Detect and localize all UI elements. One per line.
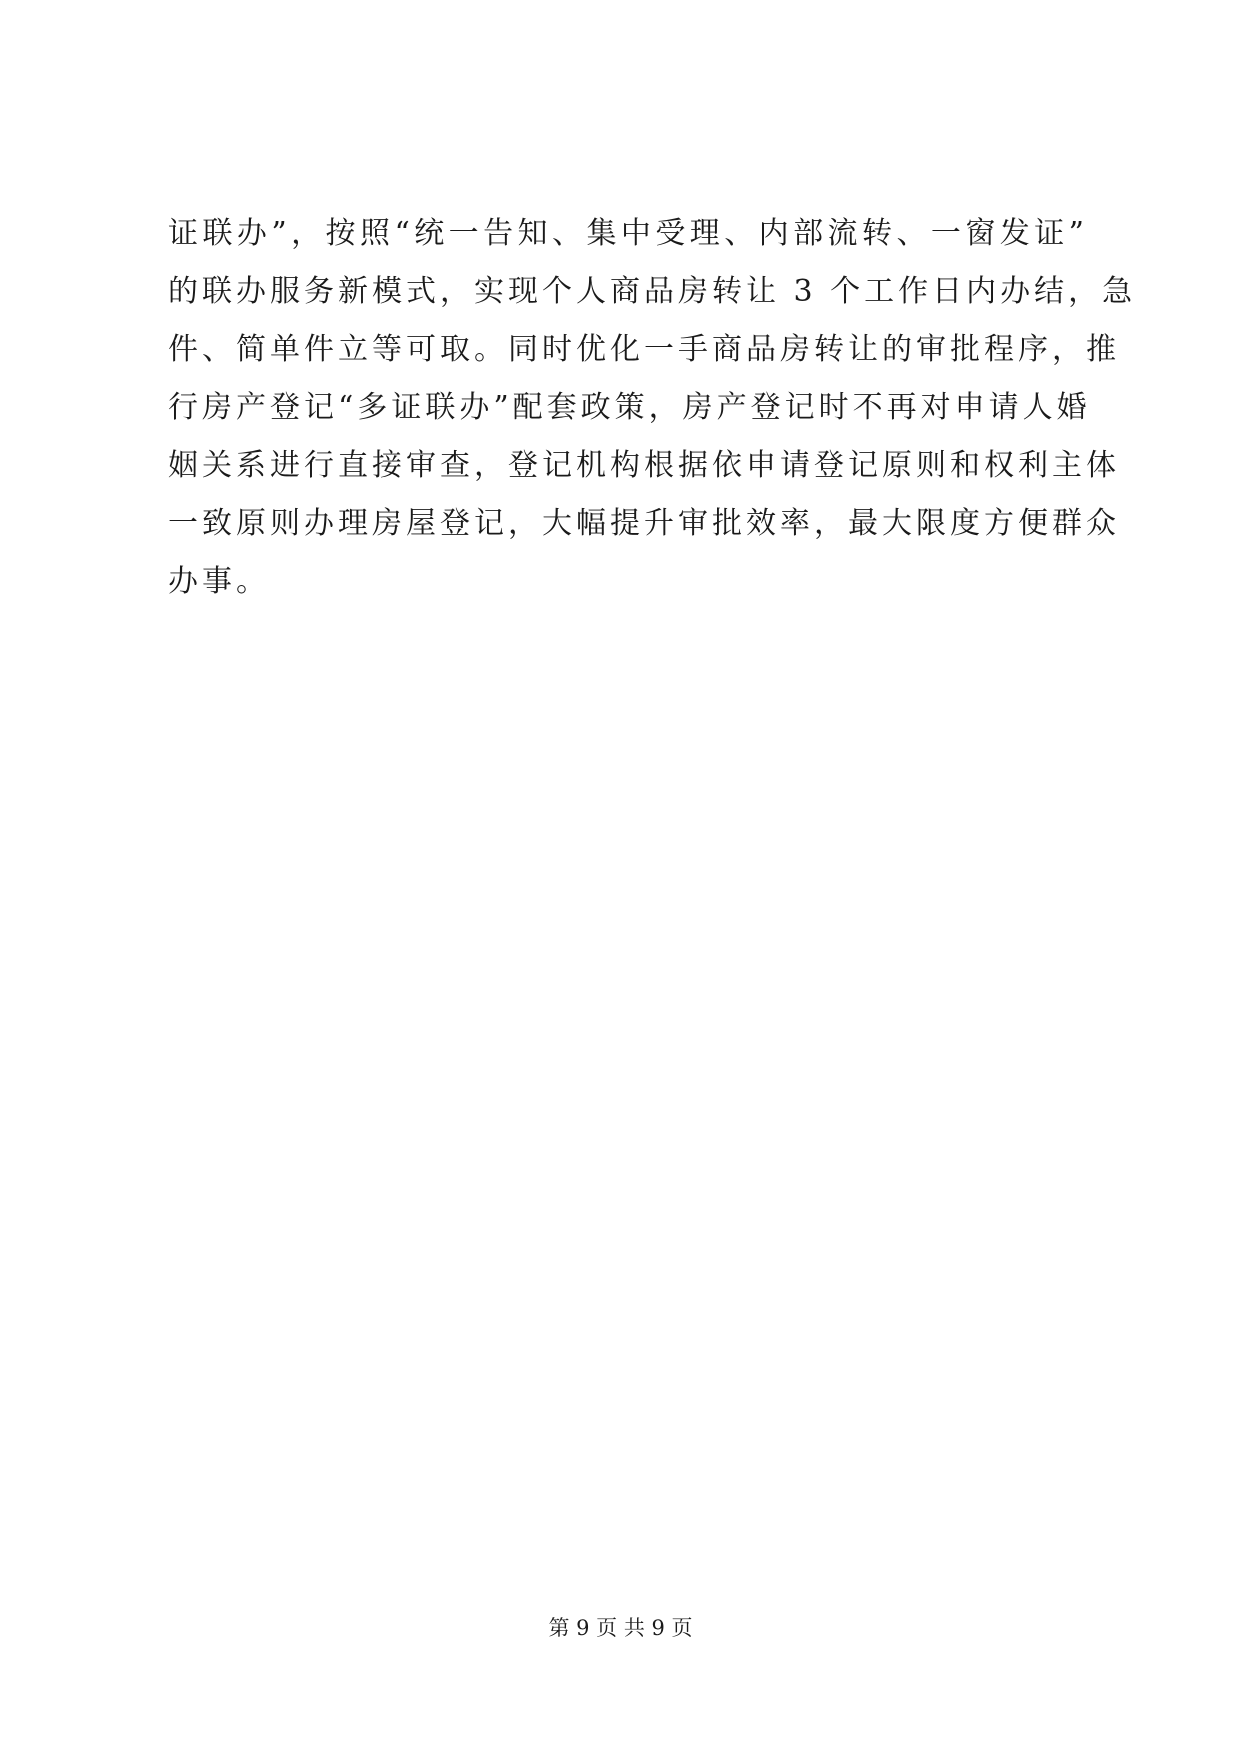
paragraph-line: 件、简单件立等可取。同时优化一手商品房转让的审批程序，推 [168,332,1120,367]
paragraph-line: 办事。 [168,564,270,599]
page-number-footer: 第 9 页 共 9 页 [548,1616,693,1640]
paragraph-line: 一致原则办理房屋登记，大幅提升审批效率，最大限度方便群众 [168,506,1120,541]
body-paragraph [168,205,1137,611]
paragraph-line: 行房产登记“多证联办”配套政策，房产登记时不再对申请人婚 [168,390,1091,425]
paragraph-line: 姻关系进行直接审查，登记机构根据依申请登记原则和权利主体 [168,448,1120,483]
paragraph-line: 证联办”，按照“统一告知、集中受理、内部流转、一窗发证” [168,216,1088,251]
paragraph-line: 的联办服务新模式，实现个人商品房转让 3 个工作日内办结，急 [168,274,1137,309]
